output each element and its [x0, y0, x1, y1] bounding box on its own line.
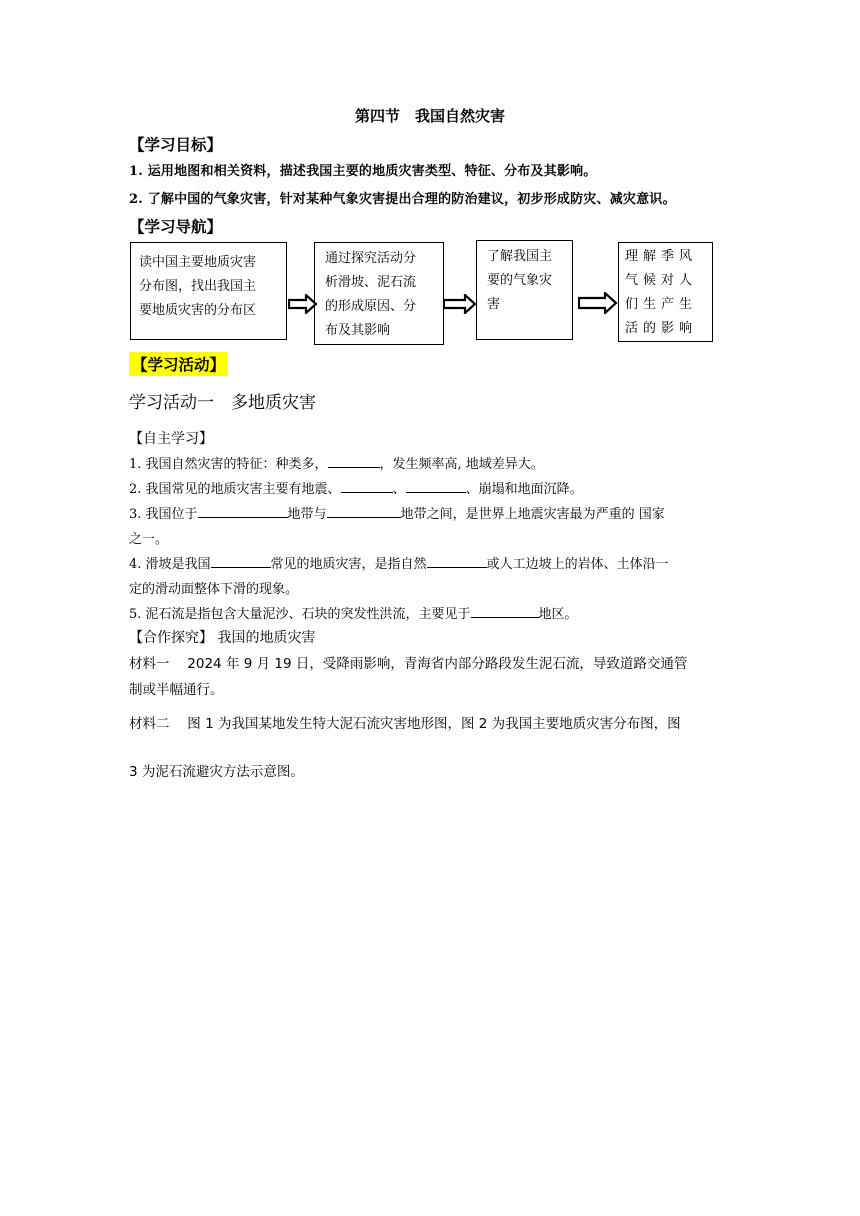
answer-blank[interactable] [327, 504, 401, 518]
nav-box-2 [314, 242, 444, 345]
nav-box-line: 了解我国主 [487, 249, 553, 264]
nav-box-line: 析滑坡、泥石流 [325, 275, 417, 290]
nav-box-line: 读中国主要地质灾害 [139, 255, 257, 270]
question-text: 、崩塌和地面沉降。 [465, 482, 583, 497]
question-text: 4. 滑坡是我国 [129, 557, 211, 572]
question-3-cont: 之一。 [129, 532, 169, 547]
nav-box-line: 活的影响 [625, 321, 698, 336]
question-text: 5. 泥石流是指包含大量泥沙、石块的突发性洪流，主要见于 [129, 607, 471, 622]
answer-blank[interactable] [427, 554, 487, 568]
nav-box-line: 气候对人 [625, 273, 698, 288]
nav-box-line: 布及其影响 [325, 323, 391, 338]
answer-blank[interactable] [211, 554, 271, 568]
question-4 [129, 553, 669, 572]
nav-box-line: 要的气象灾 [487, 273, 553, 288]
material-two-cont: 3 为泥石流避灾方法示意图。 [129, 764, 304, 780]
flow-arrow-icon [443, 294, 477, 314]
question-text: ，发生频率高, 地域差异大。 [379, 457, 544, 472]
question-text: 地带之间，是世界上地震灾害最为严重的 国家 [400, 507, 665, 522]
question-text: 1. 我国自然灾害的特征：种类多， [129, 457, 328, 472]
activities-heading: 【学习活动】 [129, 352, 228, 376]
question-text: 常见的地质灾害，是指自然 [270, 557, 427, 572]
nav-box-3 [476, 240, 573, 340]
question-text: 3. 我国位于 [129, 507, 198, 522]
coop-heading: 【合作探究】 我国的地质灾害 [129, 630, 316, 646]
activity-one-title: 学习活动一 多地质灾害 [129, 393, 316, 413]
question-2 [129, 478, 583, 497]
nav-box-1 [130, 242, 287, 340]
goals-heading: 【学习目标】 [129, 136, 223, 154]
self-study-heading: 【自主学习】 [129, 431, 213, 447]
answer-blank[interactable] [198, 504, 288, 518]
nav-box-line: 分布图，找出我国主 [139, 279, 257, 294]
goal-item-1: 1. 运用地图和相关资料，描述我国主要的地质灾害类型、特征、分布及其影响。 [129, 164, 597, 179]
answer-blank[interactable] [341, 479, 393, 493]
answer-blank[interactable] [406, 479, 466, 493]
question-text: 地带与 [287, 507, 327, 522]
question-text: 或人工边坡上的岩体、土体沿一 [486, 557, 669, 572]
material-two: 材料二 图 1 为我国某地发生特大泥石流灾害地形图，图 2 为我国主要地质灾害分布图，图 [129, 716, 681, 732]
material-one: 材料一 2024 年 9 月 19 日，受降雨影响，青海省内部分路段发生泥石流，导致道路交通管 [129, 656, 688, 672]
question-4-cont: 定的滑动面整体下滑的现象。 [129, 582, 299, 597]
question-text: 、 [392, 482, 406, 497]
question-5 [129, 603, 578, 622]
nav-box-line: 的形成原因、分 [325, 299, 417, 314]
question-3 [129, 503, 665, 522]
material-one-cont: 制或半幅通行。 [129, 682, 224, 698]
question-1 [129, 453, 544, 472]
nav-box-line: 理解季风 [625, 249, 698, 264]
nav-box-line: 们生产生 [625, 297, 698, 312]
page-title: 第四节 我国自然灾害 [354, 107, 505, 125]
nav-heading: 【学习导航】 [129, 218, 223, 236]
answer-blank[interactable] [328, 454, 380, 468]
nav-box-line: 害 [487, 297, 501, 312]
answer-blank[interactable] [471, 604, 539, 618]
goal-item-2: 2. 了解中国的气象灾害，针对某种气象灾害提出合理的防治建议，初步形成防灾、减灾意识。 [129, 192, 676, 207]
question-text: 地区。 [538, 607, 578, 622]
question-text: 2. 我国常见的地质灾害主要有地震、 [129, 482, 341, 497]
flow-arrow-icon [578, 292, 618, 314]
nav-box-4 [618, 242, 713, 342]
nav-box-line: 要地质灾害的分布区 [139, 303, 257, 318]
nav-box-line: 通过探究活动分 [325, 251, 417, 266]
